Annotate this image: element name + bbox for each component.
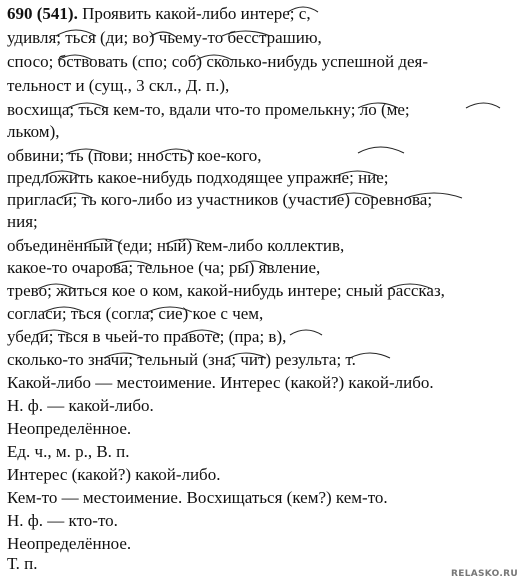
exercise-line-15: убеди; ться в чьей-то правоте; (пра; в), (7, 327, 287, 346)
arc-mark (290, 330, 322, 335)
arc-mark (350, 353, 390, 358)
exercise-line-2: удивля; ться (ди; во) чьему-то бесстрашию, (7, 28, 322, 47)
exercise-line-1: 690 (541). Проявить какой-либо интере; с, (7, 4, 311, 23)
analysis-line-6: Кем-то — местоимение. Восхищаться (кем?) кем-то. (7, 488, 388, 507)
exercise-line-3: спосо; бствовать (спо; соб) сколько-нибудь успешной дея- (7, 52, 429, 71)
analysis-line-4: Ед. ч., м. р., В. п. (7, 442, 130, 461)
analysis-line-5: Интерес (какой?) какой-либо. (7, 465, 221, 484)
exercise-line-5: восхища; ться кем-то, вдали что-то промелькну; ло (ме; (7, 100, 410, 119)
exercise-line-14: согласи; ться (согла; сие) кое с чем, (7, 304, 264, 323)
analysis-line-9: Т. п. (7, 554, 38, 573)
exercise-line-13: трево; житься кое о ком, какой-нибудь интере; сный рассказ, (7, 281, 445, 300)
analysis-line-1: Какой-либо — местоимение. Интерес (какой?) какой-либо. (7, 373, 434, 392)
exercise-line-12: какое-то очарова; тельное (ча; ры) явление, (7, 258, 321, 277)
exercise-number: 690 (541). (7, 4, 78, 23)
analysis-line-2: Н. ф. — какой-либо. (7, 396, 154, 415)
analysis-line-3: Неопределённое. (7, 419, 132, 438)
analysis-line-7: Н. ф. — кто-то. (7, 511, 118, 530)
exercise-line-11: объединённый (еди; ный) кем-либо коллектив, (7, 236, 345, 255)
exercise-line-6: льком), (7, 122, 60, 141)
arc-mark (466, 103, 500, 108)
exercise-line-10: ния; (7, 212, 38, 231)
exercise-line-9: пригласи; ть кого-либо из участников (участие) соревнова; (7, 190, 433, 209)
watermark: RELASKO.RU (451, 569, 518, 579)
exercise-line-8: предложить какое-нибудь подходящее упражне; ние; (7, 168, 389, 187)
arc-mark (358, 147, 404, 153)
exercise-line-16: сколько-то значи; тельный (зна; чит) результа; т. (7, 350, 356, 369)
analysis-line-8: Неопределённое. (7, 534, 132, 553)
exercise-line-4: тельност и (сущ., 3 скл., Д. п.), (7, 76, 230, 95)
exercise-line-7: обвини; ть (пови; нность) кое-кого, (7, 146, 262, 165)
